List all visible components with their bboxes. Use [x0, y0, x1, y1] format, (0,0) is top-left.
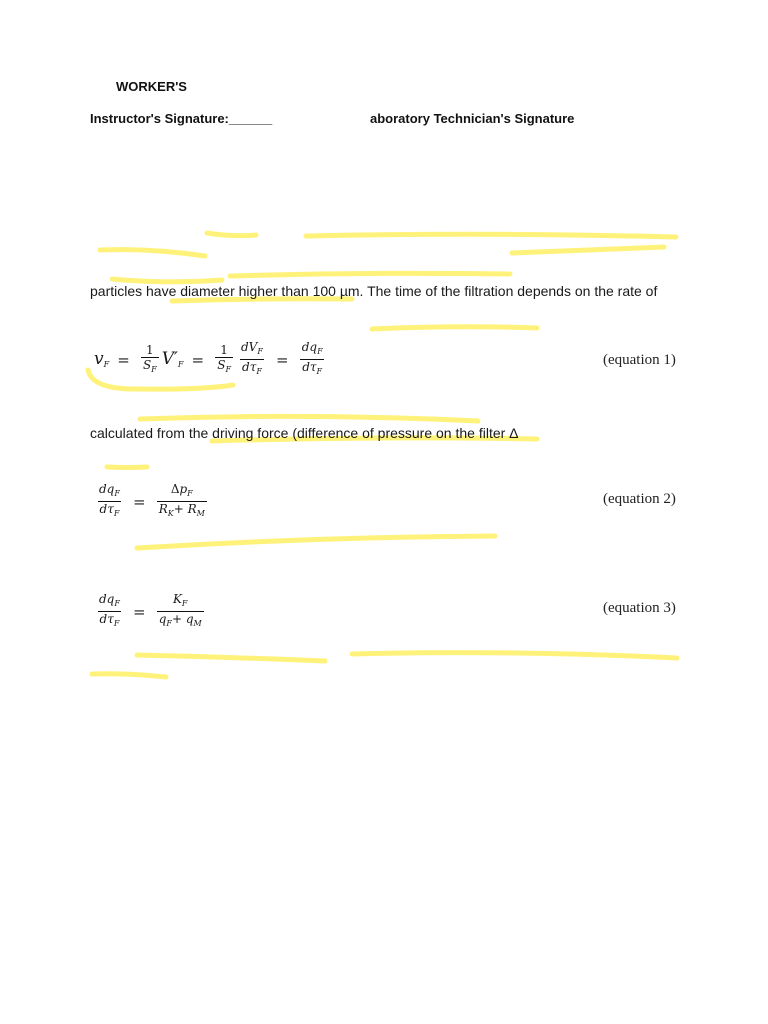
equation-3: $\frac{dq_F}{d\tau_F}$ = $\frac{K_F}{q_F+ q_M}$	[94, 592, 207, 631]
highlight-stroke	[306, 234, 676, 237]
equation-1: $v_F$ = $\frac{1}{S_F}$ $V'_F$ = $\frac{1}{S_F}$ $\frac{dV_F}{d\tau_F}$ = $\frac{dq_F}{d\tau_F}$	[94, 340, 328, 379]
technician-signature-line: aboratory Technician's Signature	[370, 111, 575, 126]
highlight-stroke	[112, 279, 222, 282]
equation-2-label: (equation 2)	[603, 491, 676, 507]
equation-1-label: (equation 1)	[603, 352, 676, 368]
instructor-signature-line: Instructor's Signature:______	[90, 111, 273, 126]
equation-2: $\frac{dq_F}{d\tau_F}$ = $\frac{\Delta p_F}{R_K+ R_M}$	[94, 482, 210, 521]
highlight-stroke	[207, 233, 256, 236]
highlight-stroke	[352, 653, 677, 658]
highlight-stroke	[137, 655, 325, 661]
highlight-stroke	[140, 416, 478, 421]
highlight-stroke	[230, 273, 510, 276]
workers-heading: WORKER'S	[116, 79, 187, 94]
particles-paragraph: particles have diameter higher than 100 µm. The time of the filtration depends on the rate of	[90, 283, 658, 299]
highlight-stroke	[107, 467, 147, 468]
equation-3-label: (equation 3)	[603, 600, 676, 616]
highlight-stroke	[372, 327, 537, 329]
highlight-stroke	[100, 250, 205, 256]
highlight-stroke	[92, 674, 166, 677]
highlight-stroke	[512, 247, 664, 253]
driving-force-paragraph: calculated from the driving force (difference of pressure on the filter Δ	[90, 425, 519, 441]
highlight-stroke	[172, 299, 352, 301]
highlight-stroke	[137, 536, 495, 548]
